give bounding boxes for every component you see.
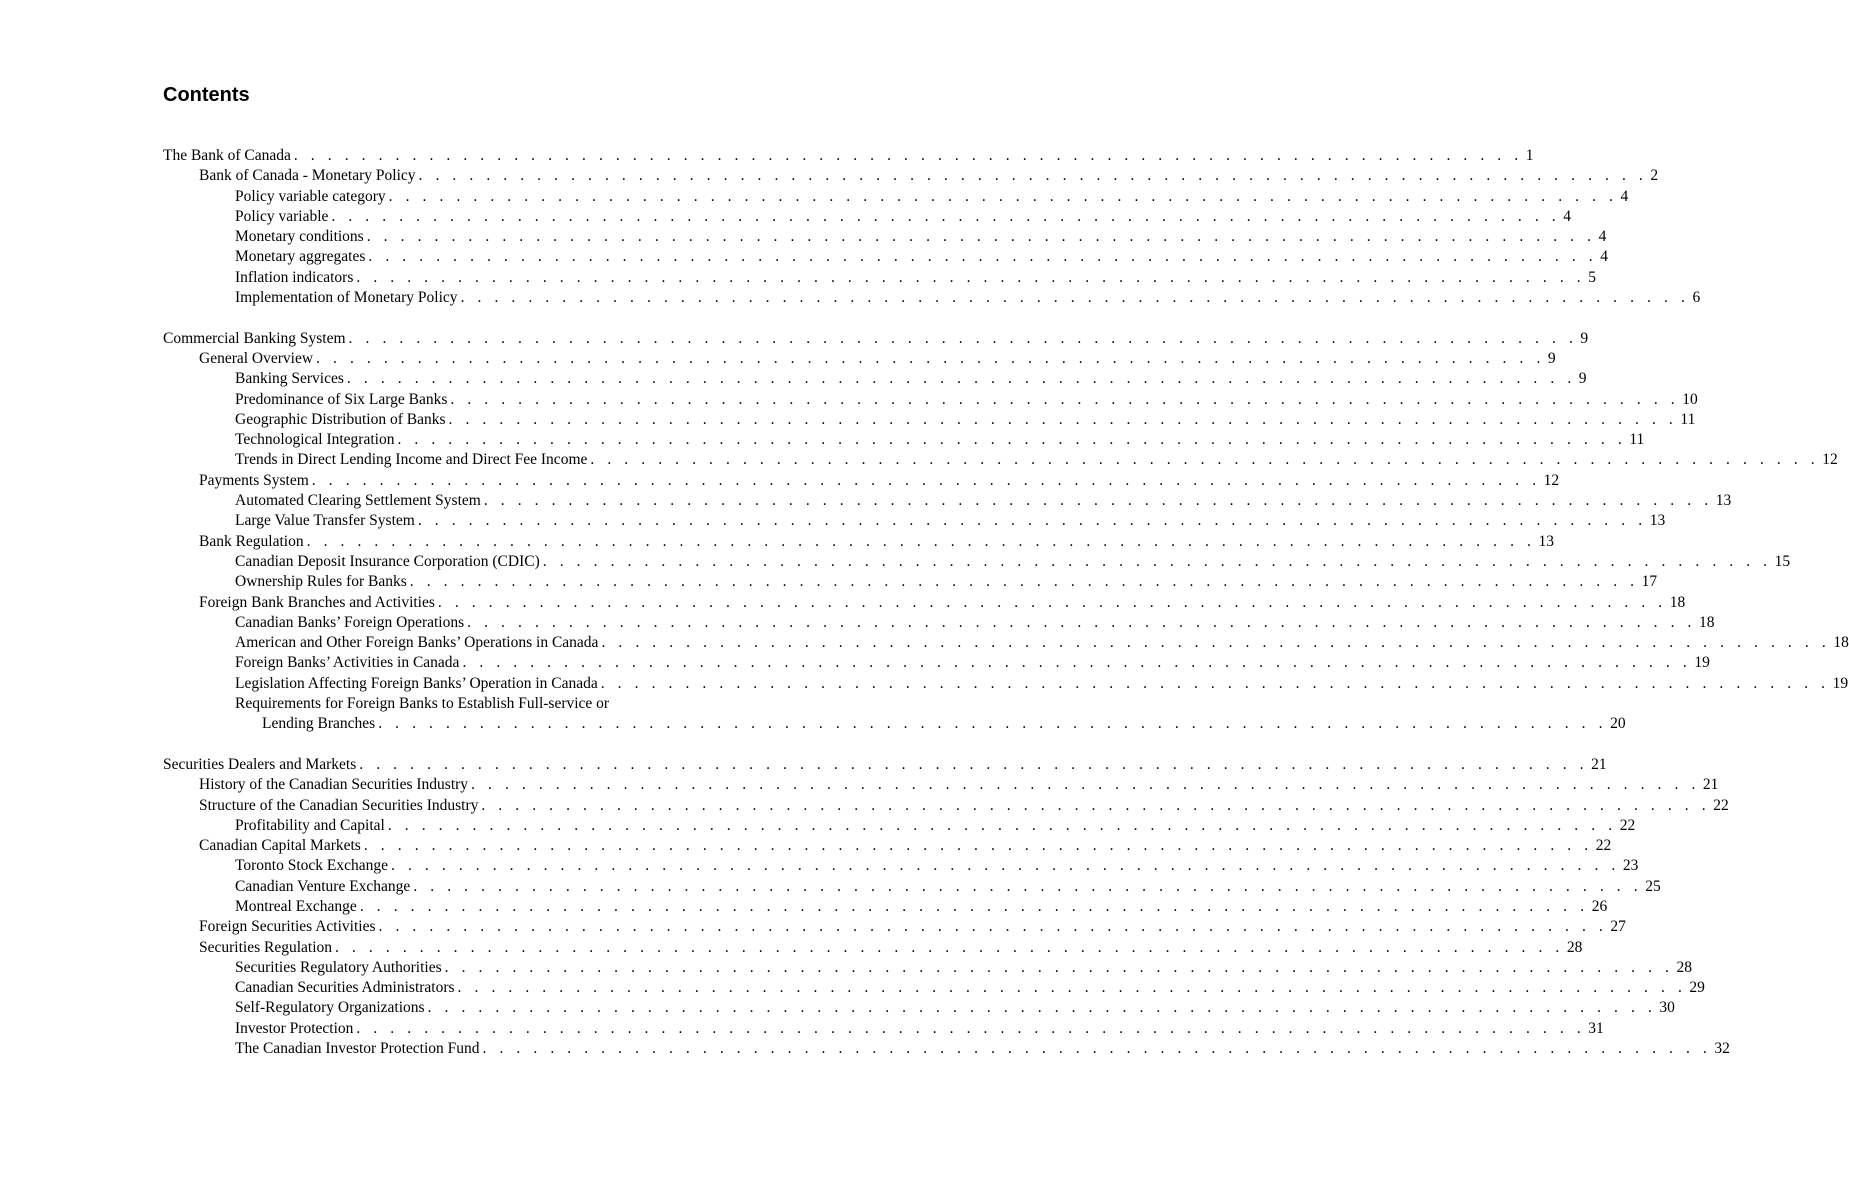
- toc-entry-page-number: 22: [1619, 816, 1636, 834]
- dot-leader: . . . . . . . . . . . . . . . . . . . . . . . . . . . . . . . . . . . . . . . . . . . . . . . . . . . . . . . . . . . . . . . . . . . . . . . . .: [388, 187, 1618, 205]
- toc-entry-label: Securities Regulation: [199, 938, 333, 956]
- toc-entry[interactable]: [163, 227, 1607, 247]
- toc-entry[interactable]: [163, 1019, 1604, 1039]
- toc-entry[interactable]: [163, 755, 1607, 775]
- toc-entry[interactable]: [163, 491, 1732, 511]
- dot-leader: . . . . . . . . . . . . . . . . . . . . . . . . . . . . . . . . . . . . . . . . . . . . . . . . . . . . . . . . . . . . . . . . . . . . . . . . .: [359, 897, 1589, 915]
- dot-leader: . . . . . . . . . . . . . . . . . . . . . . . . . . . . . . . . . . . . . . . . . . . . . . . . . . . . . . . . . . . . . . . . . . . . . . . . .: [437, 593, 1667, 611]
- dot-leader: . . . . . . . . . . . . . . . . . . . . . . . . . . . . . . . . . . . . . . . . . . . . . . . . . . . . . . . . . . . . . . . . . . . . . . . . .: [356, 1019, 1586, 1037]
- toc-entry-label: Large Value Transfer System: [235, 512, 415, 530]
- dot-leader: . . . . . . . . . . . . . . . . . . . . . . . . . . . . . . . . . . . . . . . . . . . . . . . . . . . . . . . . . . . . . . . . . . . . . . . . .: [457, 979, 1687, 997]
- dot-leader: . . . . . . . . . . . . . . . . . . . . . . . . . . . . . . . . . . . . . . . . . . . . . . . . . . . . . . . . . . . . . . . . . . . . . . . . .: [600, 674, 1830, 692]
- toc-entry[interactable]: [163, 796, 1729, 816]
- dot-leader: . . . . . . . . . . . . . . . . . . . . . . . . . . . . . . . . . . . . . . . . . . . . . . . . . . . . . . . . . . . . . . . . . . . . . . . . .: [368, 248, 1598, 266]
- dot-leader: . . . . . . . . . . . . . . . . . . . . . . . . . . . . . . . . . . . . . . . . . . . . . . . . . . . . . . . . . . . . . . . . . . . . . . . . .: [346, 370, 1576, 388]
- toc-entry[interactable]: [163, 390, 1698, 410]
- toc-entry-label: Geographic Distribution of Banks: [235, 410, 446, 428]
- toc-entry-page-number: 17: [1641, 573, 1658, 591]
- dot-leader: . . . . . . . . . . . . . . . . . . . . . . . . . . . . . . . . . . . . . . . . . . . . . . . . . . . . . . . . . . . . . . . . . . . . . . . . .: [366, 228, 1596, 246]
- toc-entry-page-number: 32: [1714, 1040, 1730, 1058]
- toc-entry-page-number: 13: [1715, 492, 1732, 510]
- toc-entry-page-number: 31: [1588, 1019, 1604, 1037]
- toc-entry[interactable]: [163, 187, 1629, 207]
- toc-entry[interactable]: [163, 369, 1587, 389]
- toc-entry-page-number: 21: [1702, 776, 1719, 794]
- toc-entry-label: Canadian Deposit Insurance Corporation (CDIC): [235, 552, 540, 570]
- dot-leader: . . . . . . . . . . . . . . . . . . . . . . . . . . . . . . . . . . . . . . . . . . . . . . . . . . . . . . . . . . . . . . . . . . . . . . . . .: [590, 451, 1820, 469]
- toc-entry-label: Payments System: [199, 471, 309, 489]
- toc-entry-label: Legislation Affecting Foreign Banks’ Operation in Canada: [235, 674, 598, 692]
- toc-entry[interactable]: [163, 552, 1791, 572]
- dot-leader: . . . . . . . . . . . . . . . . . . . . . . . . . . . . . . . . . . . . . . . . . . . . . . . . . . . . . . . . . . . . . . . . . . . . . . . . .: [306, 532, 1536, 550]
- dot-leader: . . . . . . . . . . . . . . . . . . . . . . . . . . . . . . . . . . . . . . . . . . . . . . . . . . . . . . . . . . . . . . . . . . . . . . . . .: [462, 654, 1692, 672]
- dot-leader: . . . . . . . . . . . . . . . . . . . . . . . . . . . . . . . . . . . . . . . . . . . . . . . . . . . . . . . . . . . . . . . . . . . . . . . . .: [363, 837, 1593, 855]
- page-title: Contents: [163, 84, 250, 106]
- dot-leader: . . . . . . . . . . . . . . . . . . . . . . . . . . . . . . . . . . . . . . . . . . . . . . . . . . . . . . . . . . . . . . . . . . . . . . . . .: [387, 816, 1617, 834]
- toc-entry-label: Implementation of Monetary Policy: [235, 289, 458, 307]
- toc-entry-label: American and Other Foreign Banks’ Operations in Canada: [235, 634, 599, 652]
- toc-entry-page-number: 23: [1622, 857, 1639, 875]
- toc-entry-page-number: 25: [1645, 877, 1661, 895]
- toc-entry-page-number: 27: [1610, 918, 1626, 936]
- toc-entry-label: Canadian Banks’ Foreign Operations: [235, 613, 465, 631]
- toc-entry-page-number: 5: [1588, 268, 1596, 286]
- toc-entry[interactable]: [163, 450, 1838, 470]
- dot-leader: . . . . . . . . . . . . . . . . . . . . . . . . . . . . . . . . . . . . . . . . . . . . . . . . . . . . . . . . . . . . . . . . . . . . . . . . .: [378, 715, 1608, 733]
- toc-entry[interactable]: [163, 958, 1693, 978]
- toc-entry[interactable]: [163, 349, 1556, 369]
- dot-leader: . . . . . . . . . . . . . . . . . . . . . . . . . . . . . . . . . . . . . . . . . . . . . . . . . . . . . . . . . . . . . . . . . . . . . . . . .: [460, 289, 1690, 307]
- toc-entry-page-number: 18: [1699, 613, 1715, 631]
- toc-entry-page-number: 6: [1692, 289, 1701, 307]
- toc-entry-page-number: 9: [1578, 370, 1587, 388]
- toc-entry-page-number: 4: [1563, 207, 1572, 225]
- toc-entry-label: Canadian Securities Administrators: [235, 979, 455, 997]
- toc-entry-page-number: 19: [1694, 654, 1710, 672]
- dot-leader: . . . . . . . . . . . . . . . . . . . . . . . . . . . . . . . . . . . . . . . . . . . . . . . . . . . . . . . . . . . . . . . . . . . . . . . . .: [316, 349, 1545, 367]
- toc-entry[interactable]: [163, 714, 1626, 734]
- dot-leader: . . . . . . . . . . . . . . . . . . . . . . . . . . . . . . . . . . . . . . . . . . . . . . . . . . . . . . . . . . . . . . . . . . . . . . . . .: [359, 755, 1589, 773]
- toc-entry-page-number: 9: [1580, 329, 1589, 347]
- dot-leader: . . . . . . . . . . . . . . . . . . . . . . . . . . . . . . . . . . . . . . . . . . . . . . . . . . . . . . . . . . . . . . . . . . . . . . . . .: [471, 776, 1700, 794]
- toc-entry[interactable]: [163, 572, 1658, 592]
- toc-entry[interactable]: [163, 511, 1666, 531]
- toc-entry[interactable]: [163, 856, 1639, 876]
- toc-entry-label: Bank of Canada - Monetary Policy: [199, 167, 416, 185]
- dot-leader: . . . . . . . . . . . . . . . . . . . . . . . . . . . . . . . . . . . . . . . . . . . . . . . . . . . . . . . . . . . . . . . . . . . . . . . . .: [391, 857, 1620, 875]
- toc-entry-label: Requirements for Foreign Banks to Establish Full-service or: [235, 695, 610, 713]
- toc-entry[interactable]: [163, 836, 1612, 856]
- toc-entry-label: Trends in Direct Lending Income and Direct Fee Income: [235, 451, 588, 469]
- dot-leader: . . . . . . . . . . . . . . . . . . . . . . . . . . . . . . . . . . . . . . . . . . . . . . . . . . . . . . . . . . . . . . . . . . . . . . . . .: [409, 573, 1639, 591]
- toc-entry-label: Predominance of Six Large Banks: [235, 390, 448, 408]
- toc-entry[interactable]: [163, 674, 1849, 694]
- toc-entry[interactable]: [163, 268, 1596, 288]
- table-of-contents: [163, 146, 1849, 1080]
- toc-entry-page-number: 28: [1676, 958, 1693, 976]
- toc-entry-label: Inflation indicators: [235, 268, 354, 286]
- toc-entry-label: Canadian Venture Exchange: [235, 877, 411, 895]
- toc-entry-label: Foreign Securities Activities: [199, 918, 376, 936]
- toc-entry[interactable]: [163, 471, 1560, 491]
- toc-entry-page-number: 28: [1566, 938, 1583, 956]
- toc-entry[interactable]: [163, 430, 1645, 450]
- toc-entry-label: Commercial Banking System: [163, 329, 346, 347]
- dot-leader: . . . . . . . . . . . . . . . . . . . . . . . . . . . . . . . . . . . . . . . . . . . . . . . . . . . . . . . . . . . . . . . . . . . . . . . . .: [481, 796, 1711, 814]
- toc-entry-label: The Bank of Canada: [163, 147, 291, 164]
- toc-entry[interactable]: [163, 1039, 1730, 1059]
- toc-section-securities-dealers: [163, 755, 1730, 1059]
- toc-entry-page-number: 22: [1595, 837, 1612, 855]
- dot-leader: . . . . . . . . . . . . . . . . . . . . . . . . . . . . . . . . . . . . . . . . . . . . . . . . . . . . . . . . . . . . . . . . . . . . . . . . .: [311, 471, 1541, 489]
- dot-leader: . . . . . . . . . . . . . . . . . . . . . . . . . . . . . . . . . . . . . . . . . . . . . . . . . . . . . . . . . . . . . . . . . . . . . . . . .: [542, 552, 1772, 570]
- toc-entry[interactable]: [163, 877, 1661, 897]
- toc-entry[interactable]: [163, 207, 1572, 227]
- toc-entry[interactable]: [163, 633, 1849, 653]
- toc-entry-label: Profitability and Capital: [235, 816, 385, 834]
- toc-entry-page-number: 19: [1832, 674, 1849, 692]
- toc-entry-page-number: 11: [1680, 410, 1696, 428]
- toc-entry-label: Self-Regulatory Organizations: [235, 999, 425, 1017]
- dot-leader: . . . . . . . . . . . . . . . . . . . . . . . . . . . . . . . . . . . . . . . . . . . . . . . . . . . . . . . . . . . . . . . . . . . . . . . . .: [450, 390, 1680, 408]
- toc-section-commercial-banking: [163, 329, 1849, 735]
- dot-leader: . . . . . . . . . . . . . . . . . . . . . . . . . . . . . . . . . . . . . . . . . . . . . . . . . . . . . . . . . . . . . . . . . . . . . . . . .: [413, 877, 1643, 895]
- dot-leader: . . . . . . . . . . . . . . . . . . . . . . . . . . . . . . . . . . . . . . . . . . . . . . . . . . . . . . . . . . . . . . . . . . . . . . . . .: [331, 207, 1561, 225]
- toc-entry-page-number: 13: [1649, 512, 1666, 530]
- dot-leader: . . . . . . . . . . . . . . . . . . . . . . . . . . . . . . . . . . . . . . . . . . . . . . . . . . . . . . . . . . . . . . . . . . . . . . . . .: [378, 918, 1608, 936]
- toc-entry-label: Structure of the Canadian Securities Industry: [199, 796, 479, 814]
- toc-entry-page-number: 1: [1525, 147, 1534, 164]
- toc-entry[interactable]: [163, 897, 1608, 917]
- toc-entry[interactable]: [163, 653, 1710, 673]
- toc-entry-page-number: 4: [1620, 187, 1629, 205]
- toc-entry-page-number: 21: [1591, 755, 1607, 773]
- toc-entry-label: Monetary aggregates: [235, 248, 366, 266]
- toc-entry-label: Monetary conditions: [235, 228, 364, 246]
- toc-entry-page-number: 29: [1689, 979, 1705, 997]
- dot-leader: . . . . . . . . . . . . . . . . . . . . . . . . . . . . . . . . . . . . . . . . . . . . . . . . . . . . . . . . . . . . . . . . . . . . . . . . .: [482, 1040, 1712, 1058]
- toc-entry-page-number: 12: [1543, 471, 1560, 489]
- toc-entry-page-number: 12: [1822, 451, 1838, 469]
- dot-leader: . . . . . . . . . . . . . . . . . . . . . . . . . . . . . . . . . . . . . . . . . . . . . . . . . . . . . . . . . . . . . . . . . . . . . . . . .: [417, 512, 1647, 530]
- toc-entry[interactable]: [163, 329, 1589, 349]
- toc-entry-label: Ownership Rules for Banks: [235, 573, 407, 591]
- toc-entry-label: Lending Branches: [262, 715, 376, 733]
- toc-entry[interactable]: [163, 146, 1534, 166]
- toc-entry[interactable]: [163, 532, 1554, 552]
- toc-entry[interactable]: [163, 247, 1609, 267]
- toc-entry-label: Montreal Exchange: [235, 897, 357, 915]
- dot-leader: . . . . . . . . . . . . . . . . . . . . . . . . . . . . . . . . . . . . . . . . . . . . . . . . . . . . . . . . . . . . . . . . . . . . . . . . .: [448, 410, 1678, 428]
- toc-entry-page-number: 2: [1650, 167, 1659, 185]
- toc-entry-page-number: 20: [1610, 715, 1626, 733]
- toc-entry[interactable]: [163, 775, 1719, 795]
- toc-section-bank-of-canada: [163, 146, 1701, 308]
- toc-entry-page-number: 13: [1538, 532, 1554, 550]
- toc-entry-label: Foreign Bank Branches and Activities: [199, 593, 435, 611]
- dot-leader: . . . . . . . . . . . . . . . . . . . . . . . . . . . . . . . . . . . . . . . . . . . . . . . . . . . . . . . . . . . . . . . . . . . . . . . . .: [293, 147, 1523, 164]
- dot-leader: . . . . . . . . . . . . . . . . . . . . . . . . . . . . . . . . . . . . . . . . . . . . . . . . . . . . . . . . . . . . . . . . . . . . . . . . .: [397, 431, 1627, 449]
- toc-entry-page-number: 15: [1774, 552, 1791, 570]
- toc-entry-label: Canadian Capital Markets: [199, 837, 361, 855]
- dot-leader: . . . . . . . . . . . . . . . . . . . . . . . . . . . . . . . . . . . . . . . . . . . . . . . . . . . . . . . . . . . . . . . . . . . . . . . . .: [601, 634, 1831, 652]
- toc-entry[interactable]: [163, 694, 759, 714]
- toc-entry-page-number: 22: [1713, 796, 1729, 814]
- dot-leader: . . . . . . . . . . . . . . . . . . . . . . . . . . . . . . . . . . . . . . . . . . . . . . . . . . . . . . . . . . . . . . . . . . . . . . . . .: [335, 938, 1564, 956]
- toc-entry-page-number: 18: [1833, 634, 1849, 652]
- dot-leader: . . . . . . . . . . . . . . . . . . . . . . . . . . . . . . . . . . . . . . . . . . . . . . . . . . . . . . . . . . . . . . . . . . . . . . . . .: [444, 958, 1674, 976]
- toc-entry[interactable]: [163, 288, 1701, 308]
- toc-entry-page-number: 30: [1659, 999, 1675, 1017]
- toc-entry-page-number: 4: [1600, 248, 1609, 266]
- toc-entry-page-number: 18: [1669, 593, 1686, 611]
- toc-entry[interactable]: [163, 410, 1696, 430]
- toc-entry-page-number: 4: [1598, 228, 1607, 246]
- toc-entry-page-number: 9: [1547, 349, 1556, 367]
- toc-entry-page-number: 26: [1591, 897, 1608, 915]
- toc-entry[interactable]: [163, 998, 1675, 1018]
- toc-entry-label: Bank Regulation: [199, 532, 304, 550]
- toc-entry-label: Technological Integration: [235, 431, 395, 449]
- toc-entry[interactable]: [163, 816, 1636, 836]
- dot-leader: . . . . . . . . . . . . . . . . . . . . . . . . . . . . . . . . . . . . . . . . . . . . . . . . . . . . . . . . . . . . . . . . . . . . . . . . .: [418, 167, 1648, 185]
- toc-entry[interactable]: [163, 166, 1659, 186]
- toc-entry[interactable]: [163, 613, 1715, 633]
- dot-leader: . . . . . . . . . . . . . . . . . . . . . . . . . . . . . . . . . . . . . . . . . . . . . . . . . . . . . . . . . . . . . . . . . . . . . . . . .: [348, 329, 1578, 347]
- toc-entry-page-number: 10: [1682, 390, 1698, 408]
- toc-entry-label: Policy variable category: [235, 187, 386, 205]
- toc-entry-page-number: 11: [1629, 431, 1645, 449]
- toc-entry-label: Securities Regulatory Authorities: [235, 958, 442, 976]
- toc-entry-label: Foreign Banks’ Activities in Canada: [235, 654, 460, 672]
- toc-entry[interactable]: [163, 917, 1626, 937]
- toc-entry-label: Investor Protection: [235, 1019, 354, 1037]
- toc-entry-label: The Canadian Investor Protection Fund: [235, 1040, 480, 1058]
- toc-entry-label: Policy variable: [235, 207, 329, 225]
- toc-entry-label: Securities Dealers and Markets: [163, 755, 357, 773]
- toc-entry[interactable]: [163, 593, 1686, 613]
- dot-leader: . . . . . . . . . . . . . . . . . . . . . . . . . . . . . . . . . . . . . . . . . . . . . . . . . . . . . . . . . . . . . . . . . . . . . . . . .: [483, 492, 1713, 510]
- toc-entry-label: Automated Clearing Settlement System: [235, 492, 481, 510]
- toc-entry[interactable]: [163, 978, 1705, 998]
- toc-entry-label: Banking Services: [235, 370, 344, 388]
- toc-entry-label: History of the Canadian Securities Industry: [199, 776, 469, 794]
- dot-leader: . . . . . . . . . . . . . . . . . . . . . . . . . . . . . . . . . . . . . . . . . . . . . . . . . . . . . . . . . . . . . . . . . . . . . . . . .: [427, 999, 1657, 1017]
- dot-leader: . . . . . . . . . . . . . . . . . . . . . . . . . . . . . . . . . . . . . . . . . . . . . . . . . . . . . . . . . . . . . . . . . . . . . . . . .: [356, 268, 1586, 286]
- dot-leader: . . . . . . . . . . . . . . . . . . . . . . . . . . . . . . . . . . . . . . . . . . . . . . . . . . . . . . . . . . . . . . . . . . . . . . . . .: [467, 613, 1697, 631]
- toc-entry[interactable]: [163, 938, 1583, 958]
- toc-entry-label: General Overview: [199, 349, 314, 367]
- toc-entry-label: Toronto Stock Exchange: [235, 857, 389, 875]
